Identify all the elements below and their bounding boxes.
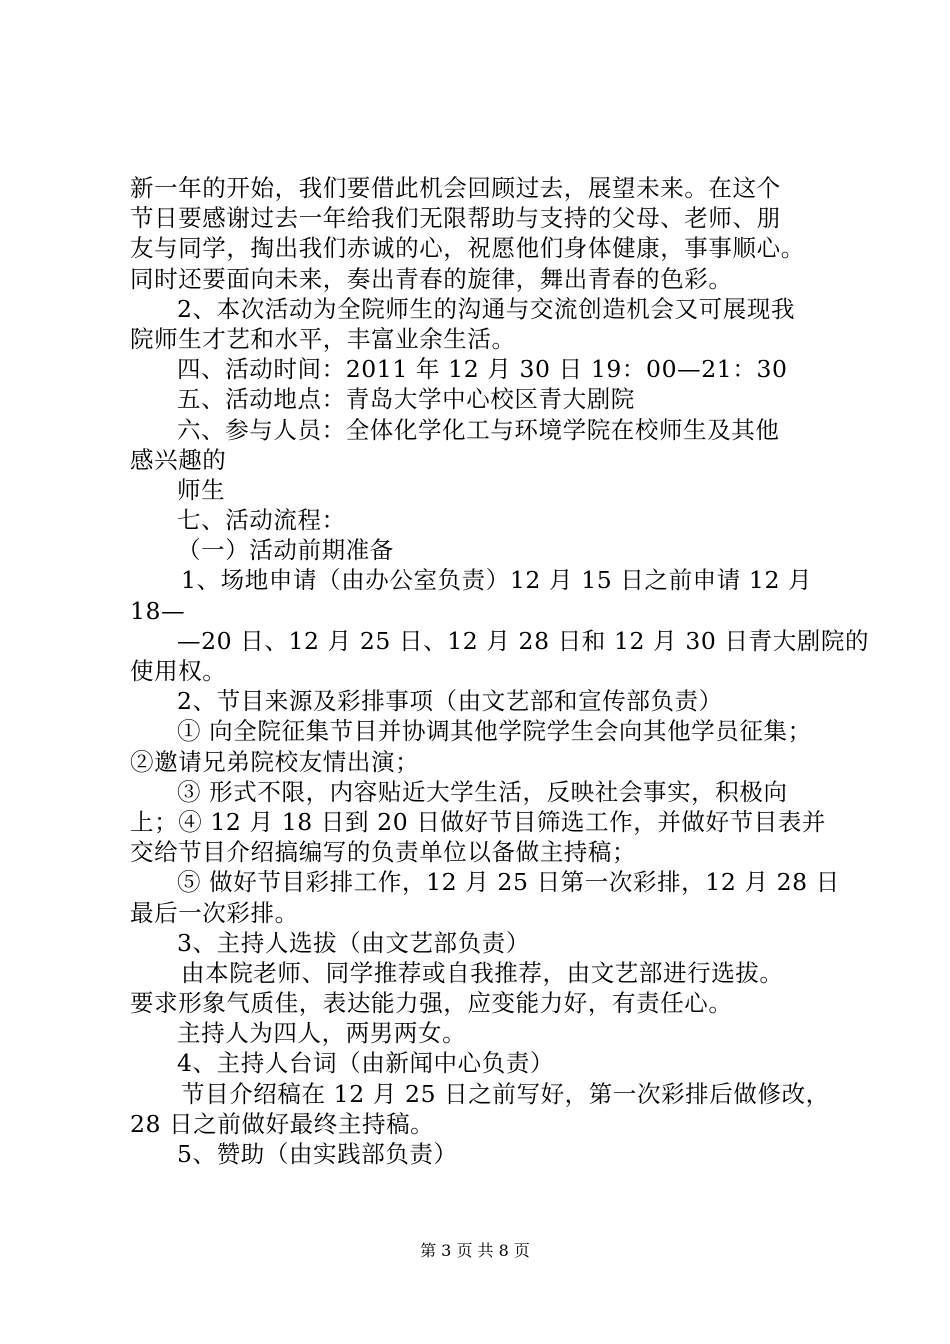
text-line: 18— — [130, 596, 186, 625]
text-line: 1、场地申请（由办公室负责）12 月 15 日之前申请 12 月 — [181, 566, 813, 595]
page-footer — [0, 1241, 950, 1261]
text-line: 使用权。 — [130, 657, 227, 685]
text-line: 节日要感谢过去一年给我们无限帮助与支持的父母、老师、朋 — [130, 204, 781, 233]
page-number: 第 3 页 共 8 页 — [420, 1241, 530, 1260]
text-line: 七、活动流程： — [177, 506, 346, 535]
text-line: —20 日、12 月 25 日、12 月 28 日和 12 月 30 日青大剧院的 — [177, 626, 870, 655]
text-line: 五、活动地点：青岛大学中心校区青大剧院 — [177, 385, 635, 414]
text-line: 4、主持人台词（由新闻中心负责） — [177, 1049, 555, 1078]
document-body — [130, 173, 870, 1169]
text-line: 2、节目来源及彩排事项（由文艺部和宣传部负责） — [177, 687, 723, 716]
text-line: 上；④ 12 月 18 日到 20 日做好节目筛选工作，并做好节目表并 — [130, 807, 827, 836]
text-line: 新一年的开始，我们要借此机会回顾过去，展望未来。在这个 — [130, 174, 781, 202]
text-line: 感兴趣的 — [130, 445, 227, 474]
text-line: 四、活动时间：2011 年 12 月 30 日 19：00—21：30 — [177, 355, 788, 384]
text-line: 要求形象气质佳，表达能力强，应变能力好，有责任心。 — [130, 989, 733, 1018]
text-line: 28 日之前做好最终主持稿。 — [130, 1109, 435, 1138]
text-line: ②邀请兄弟院校友情出演； — [130, 747, 420, 776]
text-line: 3、主持人选拔（由文艺部负责） — [177, 928, 530, 957]
text-line: 5、赞助（由实践部负责） — [177, 1140, 458, 1168]
section-heading: （一）活动前期准备 — [177, 536, 394, 565]
text-line: 主持人为四人，两男两女。 — [177, 1019, 467, 1048]
text-line: ⑤ 做好节目彩排工作，12 月 25 日第一次彩排，12 月 28 日 — [177, 868, 840, 897]
text-line: 友与同学，掏出我们赤诚的心，祝愿他们身体健康，事事顺心。 — [130, 234, 805, 263]
text-line: 同时还要面向未来，奏出青春的旋律，舞出青春的色彩。 — [130, 264, 733, 293]
text-line: 节目介绍稿在 12 月 25 日之前写好，第一次彩排后做修改， — [181, 1079, 830, 1108]
text-line: 最后一次彩排。 — [130, 898, 299, 927]
text-line: 交给节目介绍搞编写的负责单位以备做主持稿； — [130, 838, 637, 867]
text-line: 六、参与人员：全体化学化工与环境学院在校师生及其他 — [177, 415, 780, 444]
text-line: ③ 形式不限，内容贴近大学生活，反映社会事实，积极向 — [177, 777, 788, 806]
text-line: 院师生才艺和水平，丰富业余生活。 — [130, 324, 516, 353]
text-line: 由本院老师、同学推荐或自我推荐，由文艺部进行选拔。 — [181, 958, 784, 987]
text-line: ① 向全院征集节目并协调其他学院学生会向其他学员征集； — [177, 717, 812, 746]
text-line: 2、本次活动为全院师生的沟通与交流创造机会又可展现我 — [177, 294, 796, 323]
text-line: 师生 — [177, 475, 226, 504]
